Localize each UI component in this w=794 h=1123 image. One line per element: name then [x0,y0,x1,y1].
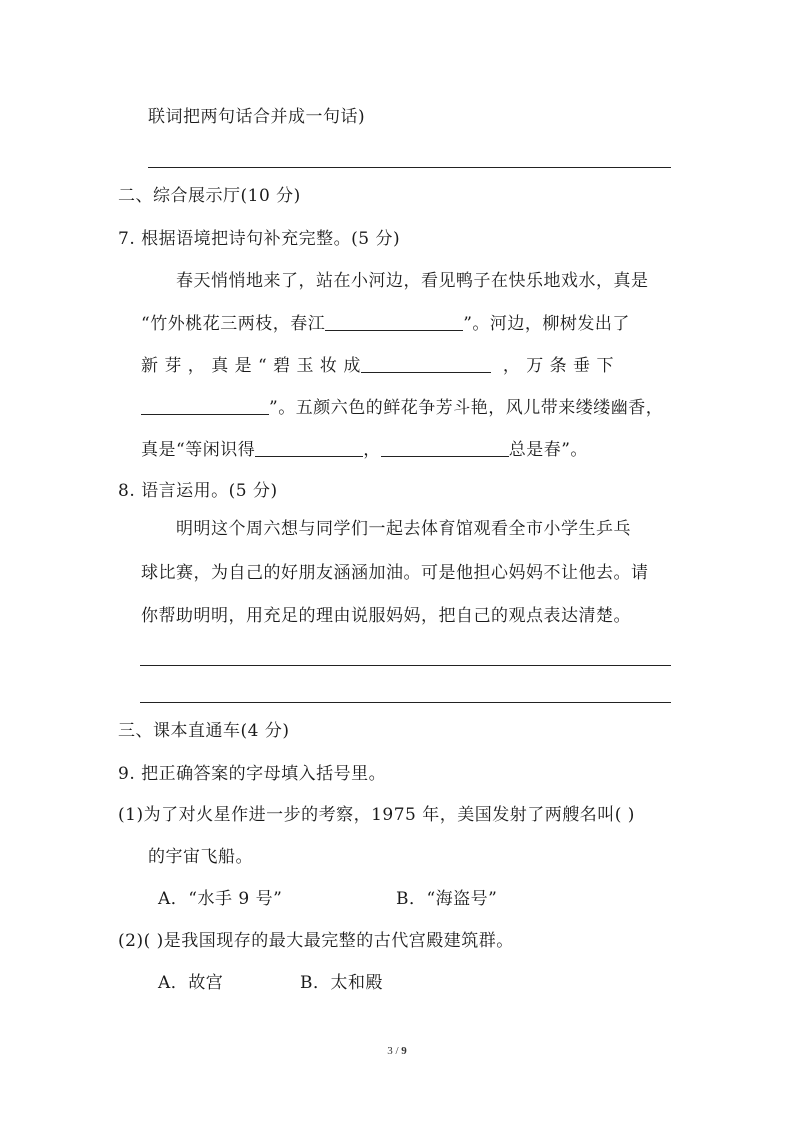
page-number [0,1045,794,1057]
q6-answer-line[interactable] [148,167,671,168]
q8-answer-line-1[interactable] [140,665,671,666]
page-total: 9 [401,1045,407,1057]
q7-line5-a: 真是“等闲识得 [141,440,256,460]
q7-title: 7. 根据语境把诗句补充完整。(5 分) [118,229,401,249]
q7-line4 [141,396,663,419]
q9-part2-option-b: B．太和殿 [300,973,383,993]
q9-title: 9. 把正确答案的字母填入括号里。 [118,764,387,784]
q7-line5-c: 总是春”。 [508,440,588,460]
q8-line1: 明明这个周六想与同学们一起去体育馆观看全市小学生乒乓 [176,519,631,539]
q8-title: 8. 语言运用。(5 分) [118,481,278,501]
q8-answer-line-2[interactable] [140,702,671,703]
q7-line2 [141,312,630,335]
q9-part1-line1: (1)为了对火星作进一步的考察，1975 年，美国发射了两艘名叫( ) [118,805,635,825]
q8-line3: 你帮助明明，用充足的理由说服妈妈，把自己的观点表达清楚。 [141,606,631,626]
section2-title: 二、综合展示厅(10 分) [118,186,301,206]
q7-line3-a: 新 芽 ， 真 是 “ 碧 玉 妆 成 [141,356,361,376]
q7-line5-b: ， [363,440,381,460]
q7-blank-3[interactable] [141,396,269,415]
page-current: 3 / [387,1045,402,1057]
q9-part1-option-a: A．“水手 9 号” [158,889,283,909]
q7-line2-a: “竹外桃花三两枝，春江 [141,314,326,334]
q7-line1: 春天悄悄地来了，站在小河边，看见鸭子在快乐地戏水，真是 [176,271,649,291]
section3-title: 三、课本直通车(4 分) [118,721,290,741]
q7-blank-1[interactable] [325,312,463,331]
q7-blank-5[interactable] [381,438,509,457]
q7-line4-b: ”。五颜六色的鲜花争芳斗艳，风儿带来缕缕幽香， [269,398,664,418]
q7-line3-b: ， 万 条 垂 下 [502,356,614,376]
q9-part1-option-b: B．“海盗号” [396,889,498,909]
q8-line2: 球比赛，为自己的好朋友涵涵加油。可是他担心妈妈不让他去。请 [141,563,649,583]
q7-blank-2[interactable] [361,354,491,373]
q9-part2-line1: (2)( )是我国现存的最大最完整的古代宫殿建筑群。 [118,931,514,951]
q7-line2-b: ”。河边，柳树发出了 [463,314,630,334]
q9-part1-line2: 的宇宙飞船。 [148,847,253,867]
q7-blank-4[interactable] [255,438,363,457]
q7-line5 [141,438,588,461]
q9-part2-option-a: A．故宫 [158,973,224,993]
q6-tail-text: 联词把两句话合并成一句话) [148,107,366,127]
q7-line3 [141,354,614,377]
